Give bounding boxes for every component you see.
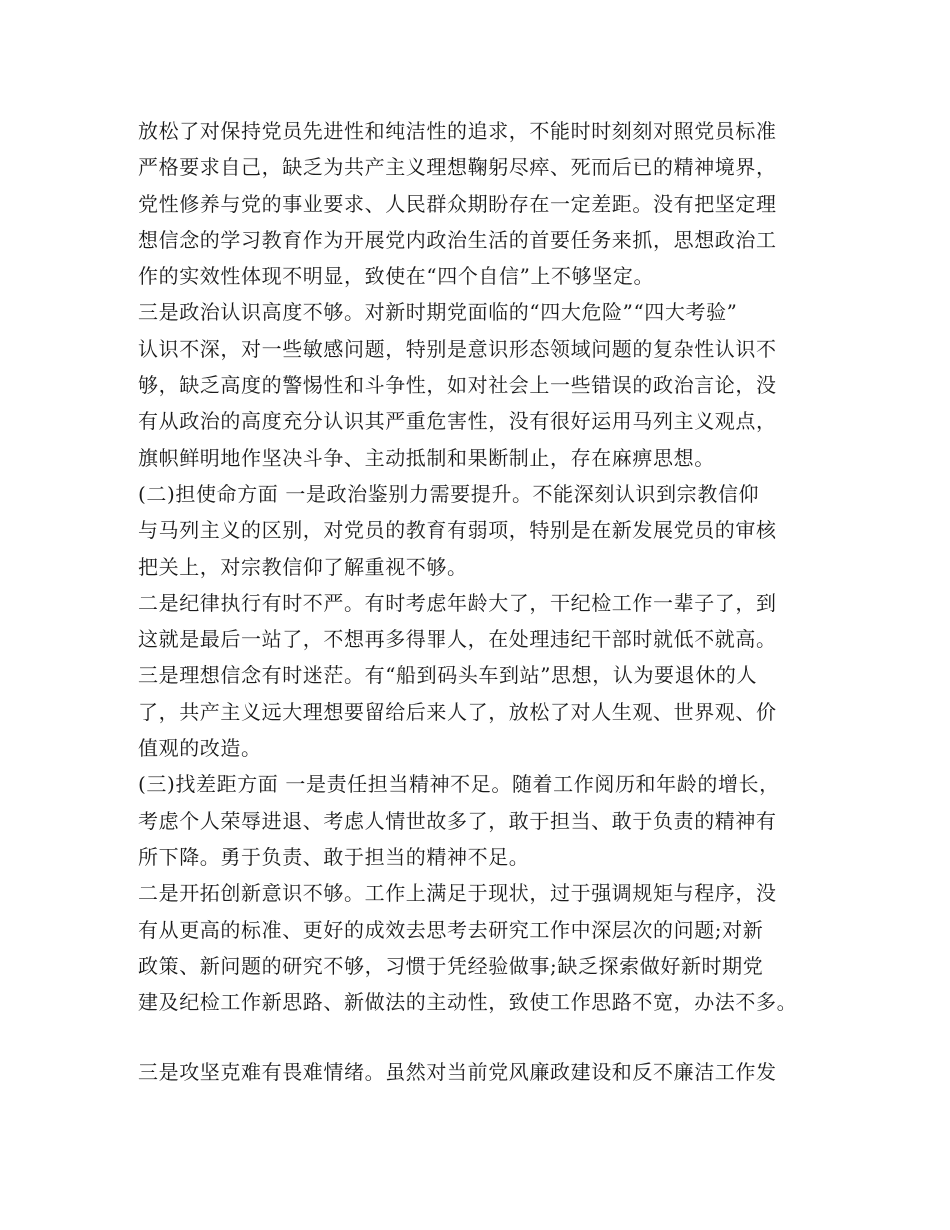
text-line: 二是纪律执行有时不严。有时考虑年龄大了，干纪检工作一辈子了，到 [138,590,777,615]
text-line: 考虑个人荣辱进退、考虑人情世故多了，敢于担当、敢于负责的精神有 [138,808,777,833]
paragraph-difficulties [138,1054,838,1090]
text-line: 旗帜鲜明地作坚决斗争、主动抵制和果断制止，存在麻痹思想。 [138,445,715,470]
text-line: 所下降。勇于负责、敢于担当的精神不足。 [138,844,530,869]
paragraph-innovation [138,875,838,1020]
text-line: 放松了对保持党员先进性和纯洁性的追求，不能时时刻刻对照党员标准 [138,119,777,143]
text-line: (二)担使命方面 一是政治鉴别力需要提升。不能深刻认识到宗教信仰 [138,481,760,506]
text-line: 建及纪检工作新思路、新做法的主动性，致使工作思路不宽，办法不多。 [138,990,798,1015]
text-line: 三是政治认识高度不够。对新时期党面临的“四大危险”“四大考验” [138,300,738,325]
text-line: 了，共产主义远大理想要留给后来人了，放松了对人生观、世界观、价 [138,699,777,724]
text-line: 作的实效性体现不明显，致使在“四个自信”上不够坚定。 [138,264,655,289]
document-body [138,113,838,1091]
paragraph-party-spirit [138,113,838,294]
text-line: 认识不深，对一些敏感问题，特别是意识形态领域问题的复杂性认识不 [138,336,777,361]
text-line: 够，缺乏高度的警惕性和斗争性，如对社会上一些错误的政治言论，没 [138,373,777,398]
text-line: 党性修养与党的事业要求、人民群众期盼存在一定差距。没有把坚定理 [138,191,777,216]
text-line: 想信念的学习教育作为开展党内政治生活的首要任务来抓，思想政治工 [138,227,777,252]
paragraph-political-awareness [138,294,838,475]
text-line: 三是攻坚克难有畏难情绪。虽然对当前党风廉政建设和反不廉洁工作发 [138,1060,777,1085]
paragraph-ideals [138,657,838,766]
text-line: 有从政治的高度充分认识其严重危害性，没有很好运用马列主义观点， [138,409,777,434]
paragraph-spacer [138,1020,838,1054]
text-line: 二是开拓创新意识不够。工作上满足于现状，过于强调规矩与程序，没 [138,881,777,906]
text-line: 三是理想信念有时迷茫。有“船到码头车到站”思想，认为要退休的人 [138,663,758,688]
paragraph-mission [138,476,838,585]
text-line: 严格要求自己，缺乏为共产主义理想鞠躬尽瘁、死而后已的精神境界， [138,155,777,180]
paragraph-gaps [138,766,838,875]
text-line: 这就是最后一站了，不想再多得罪人，在处理违纪干部时就低不就高。 [138,627,777,652]
text-line: 与马列主义的区别，对党员的教育有弱项，特别是在新发展党员的审核 [138,518,777,543]
text-line: (三)找差距方面 一是责任担当精神不足。随着工作阅历和年龄的增长， [138,772,780,797]
paragraph-discipline [138,585,838,658]
text-line: 有从更高的标准、更好的成效去思考去研究工作中深层次的问题;对新 [138,917,764,942]
text-line: 值观的改造。 [138,736,262,761]
text-line: 政策、新问题的研究不够，习惯于凭经验做事;缺乏探索做好新时期党 [138,953,764,978]
text-line: 把关上，对宗教信仰了解重视不够。 [138,554,468,579]
